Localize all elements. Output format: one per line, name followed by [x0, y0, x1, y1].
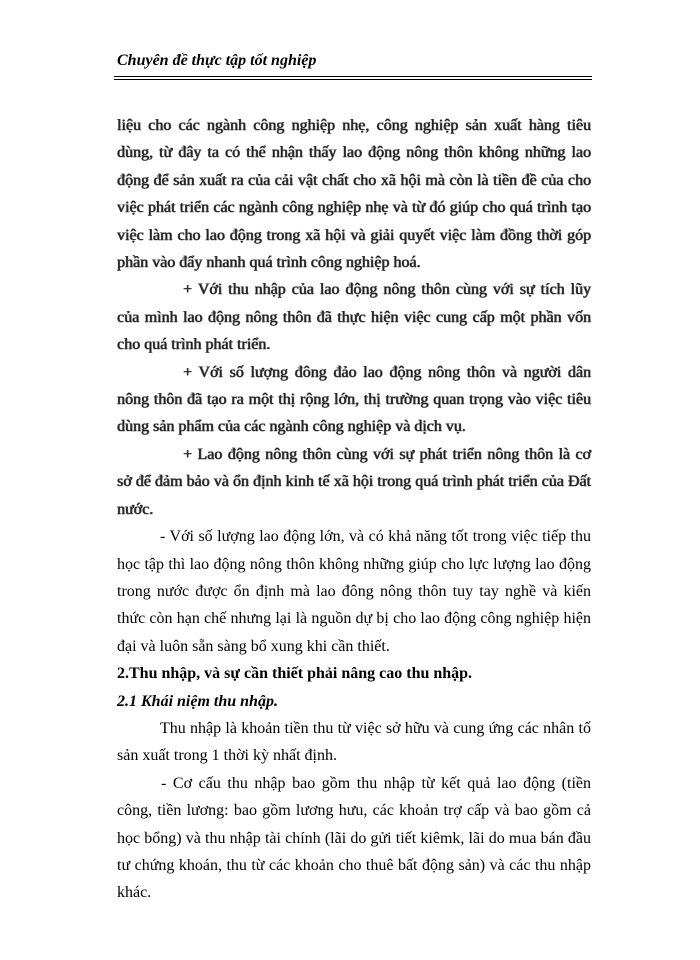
paragraph-income-accumulation: + Với thu nhập của lao động nông thôn cùng với sự tích lũy của mình lao động nông thôn đã thực hiện việc cung cấp một phần vốn cho quá trình phát triển.: [117, 281, 591, 354]
header-rule-bottom: [114, 79, 592, 80]
document-body: [117, 112, 591, 907]
paragraph-income-definition: Thu nhập là khoản tiền thu từ việc sở hữu và cung ứng các nhân tố sản xuất trong 1 thời kỳ nhất định.: [117, 719, 591, 765]
paragraph-market: + Với số lượng đông đảo lao động nông thôn và người dân nông thôn đã tạo ra một thị rộng lớn, thị trường quan trọng vào việc tiêu dùng sản phẩm của các ngành công nghiệp và dịch vụ.: [117, 363, 591, 436]
page-header-title: Chuyên đề thực tập tốt nghiệp: [117, 52, 317, 69]
section-heading: 2.Thu nhập, và sự cần thiết phải nâng cao thu nhập.: [117, 665, 473, 683]
paragraph-income-structure: - Cơ cấu thu nhập bao gồm thu nhập từ kết quả lao động (tiền công, tiền lương: bao gồm lương hưu, các khoản trợ cấp và bao gồm cả học bổng) và thu nhập tài chính (lãi do gửi tiết kiêmk, lãi do mua bán đầu tư chứng khoán, thu từ các khoản cho thuê bất động sản) và các thu nhập khác.: [117, 774, 591, 902]
subsection-heading: 2.1 Khái niệm thu nhập.: [117, 692, 278, 710]
header-rule-top: [114, 76, 592, 77]
paragraph-stability: + Lao động nông thôn cùng với sự phát triển nông thôn là cơ sở để đảm bảo và ổn định kinh tế xã hội trong quá trình phát triển của Đất nước.: [117, 445, 591, 518]
paragraph-labor-force: - Với số lượng lao động lớn, và có khả năng tốt trong việc tiếp thu học tập thì lao động nông thôn không những giúp cho lực lượng lao động trong nước được ổn định mà lao đông nông thôn tuy tay nghề và kiến thức còn hạn chế nhưng lại là nguồn dự bị cho lao động công nghiệp hiện đại và luôn sẵn sàng bổ xung khi cần thiết.: [117, 528, 591, 655]
paragraph-continuation: liệu cho các ngành công nghiệp nhẹ, công nghiệp sản xuất hàng tiêu dùng, từ đây ta có thể nhận thấy lao động nông thôn không những lao động để sản xuất ra của cải vật chất cho xã hội mà còn là tiền đề của cho việc phát triển các ngành công nghiệp nhẹ và từ đó giúp cho quá trình tạo việc làm cho lao động trong xã hội và giải quyết việc làm đồng thời góp phần vào đẩy nhanh quá trình công nghiệp hoá.: [117, 117, 591, 272]
